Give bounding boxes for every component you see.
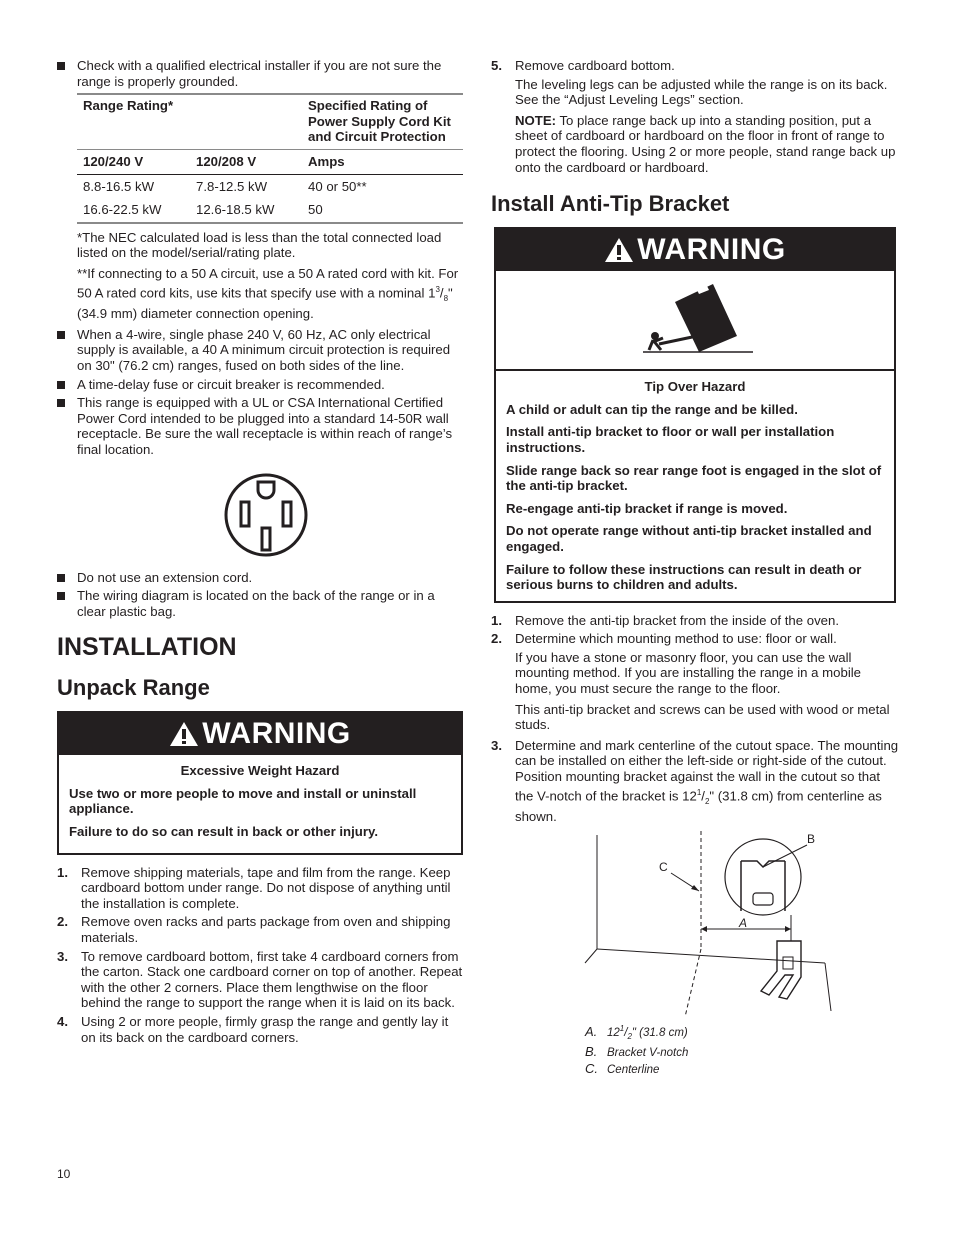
table-cell: 7.8-12.5 kW	[196, 178, 268, 194]
tip-warning-box	[494, 227, 896, 603]
tip-over-pictogram	[635, 280, 755, 360]
note-label: NOTE:	[515, 112, 557, 128]
step-text: Remove the anti-tip bracket from the inside of the oven.	[515, 612, 839, 628]
table-header-row	[77, 94, 463, 149]
list-item: 3. Determine and mark centerline of the cutout space. The mounting can be installed on either the left-side or right-side of the cutout. Position mounting bracket against the wall in the cutout so that the V-notch of the bracket is $12^1/_2$" (31.8 cm) from centerline as shown.	[491, 737, 899, 825]
table-header-cell: Amps	[302, 149, 463, 174]
table-cell: 12.6-18.5 kW	[190, 198, 302, 223]
step-text: Determine which mounting method to use: floor or wall.	[515, 631, 837, 647]
step5-note	[491, 113, 899, 175]
installation-title: INSTALLATION	[57, 633, 237, 662]
legend-value: " (31.8 cm)	[631, 1026, 688, 1039]
legend-value: Bracket V-notch	[607, 1046, 689, 1059]
tip-over-figure	[496, 271, 894, 371]
step-text: Determine and mark centerline of the cutout space. The mounting can be installed on either the left-side or right-side of the cutout. Position mounting bracket against the wall in the cutout so that the V-notch of the bracket is 12	[515, 737, 899, 804]
note-text: To place range back up into a standing position, put a sheet of cardboard or hardboard on the floor in front of range to protect the flooring. Using 2 or more people, stand range back up onto the cardboard or hardboard.	[515, 112, 896, 175]
step-text: Remove cardboard bottom.	[515, 58, 675, 73]
receptacle-14-50r-icon	[224, 472, 308, 558]
step-text: To remove cardboard bottom, first take 4 cardboard corners from the carton. Stack one cardboard corner on top of another. Repeat with the other 2 corners. Place them lengthwise on the floor behind the range to support the range when it is laid on its back.	[81, 948, 463, 1011]
bullet-time-delay: A time-delay fuse or circuit breaker is recommended.	[57, 377, 463, 393]
fraction-num: 3	[435, 284, 440, 294]
legend-item	[585, 1061, 899, 1078]
table-cell: 16.6-22.5 kW	[77, 198, 190, 223]
fraction-den: 2	[627, 1031, 632, 1041]
list-item	[491, 631, 899, 647]
hazard-title: Excessive Weight Hazard	[180, 763, 340, 779]
table-row	[77, 174, 463, 198]
bullet-grounding: Check with a qualified electrical installer if you are not sure the range is properly grounded.	[57, 58, 463, 89]
step-text: Remove shipping materials, tape and film from the range. Keep cardboard bottom under range. Do not dispose of anything until the installation is complete.	[81, 864, 451, 911]
warning-line: Do not operate range without anti-tip bracket installed and engaged.	[506, 523, 872, 554]
warning-line: Install anti-tip bracket to floor or wall per installation instructions.	[506, 424, 835, 455]
weight-warning-box	[57, 711, 463, 854]
step-text: " (31.8 cm) from centerline as shown.	[515, 788, 882, 825]
table-cell: 50	[302, 198, 463, 223]
warning-line: Slide range back so rear range foot is engaged in the slot of the anti-tip bracket.	[506, 462, 882, 494]
note-text: **If connecting to a 50 A circuit, use a 50 A rated cord with kit. For 50 A rated cord kits, use kits that specify use with a nominal 1	[77, 265, 459, 300]
warning-body	[59, 755, 461, 852]
list-item	[57, 949, 463, 1011]
legend-value: Centerline	[607, 1063, 660, 1076]
legend-item: A. $12^1/_2$" (31.8 cm)	[585, 1023, 688, 1041]
fraction-num: 1	[619, 1023, 625, 1033]
table-subheader-row	[77, 149, 463, 174]
table-header-cell: Range Rating*	[77, 94, 190, 149]
warning-triangle-icon	[604, 237, 634, 263]
step-text: Remove oven racks and parts package from oven and shipping materials.	[81, 914, 451, 946]
legend-item	[585, 1044, 899, 1061]
fraction-den: 8	[443, 293, 449, 303]
bullet-wiring-diagram: The wiring diagram is located on the back of the range or in a clear plastic bag.	[57, 588, 463, 619]
warning-triangle-icon	[169, 721, 199, 747]
fraction-den: 2	[704, 796, 710, 806]
list-item	[57, 1014, 463, 1045]
step2-paragraph: If you have a stone or masonry floor, you can use the wall mounting method. If you are installing the range in a mobile home, you must secure the range to the floor.	[515, 649, 862, 697]
table-cell: 40 or 50**	[308, 178, 367, 194]
warning-line: Failure to follow these instructions can result in death or serious burns to children and adults.	[506, 561, 862, 593]
warning-header	[496, 229, 894, 271]
list-item	[57, 865, 463, 912]
label-c: C	[659, 859, 668, 874]
list-item	[57, 914, 463, 945]
step-number: 2.	[57, 914, 68, 930]
step-number: 3.	[57, 948, 68, 964]
step5-paragraph: The leveling legs can be adjusted while the range is on its back. See the “Adjust Leveling Legs” section.	[515, 76, 888, 108]
step-number: 2.	[491, 631, 502, 647]
warning-line: A child or adult can tip the range and be killed.	[506, 401, 798, 417]
anti-tip-title: Install Anti-Tip Bracket	[491, 191, 730, 217]
step-number: 4.	[57, 1014, 68, 1029]
legend-value: 12	[607, 1026, 620, 1039]
warning-label: WARNING	[202, 717, 351, 751]
unpack-range-title: Unpack Range	[57, 675, 210, 701]
range-rating-table	[77, 93, 463, 224]
hazard-title: Tip Over Hazard	[644, 379, 746, 395]
right-column	[491, 58, 899, 1078]
bullet-4-wire: When a 4-wire, single phase 240 V, 60 Hz, AC only electrical supply is available, a 40 A minimum circuit protection is required on 30" (76.2 cm) ranges, fused on both sides of the line.	[57, 327, 463, 374]
receptacle-figure	[57, 464, 463, 564]
label-b: B	[807, 831, 816, 846]
warning-line: Failure to do so can result in back or other injury.	[69, 824, 378, 840]
table-header-cell: Specified Rating of Power Supply Cord Kit and Circuit Protection	[302, 94, 463, 149]
left-column	[57, 58, 463, 1048]
page-number: 10	[57, 1167, 71, 1181]
legend-key: B.	[585, 1043, 598, 1059]
step-text: Using 2 or more people, firmly grasp the range and gently lay it on its back on the cardboard corners.	[81, 1014, 449, 1045]
bracket-diagram-figure	[491, 831, 899, 1021]
note-text: " (34.9 mm) diameter connection opening.	[77, 284, 453, 322]
step-number: 1.	[491, 612, 502, 628]
warning-line: Re-engage anti-tip bracket if range is moved.	[506, 500, 788, 516]
legend-key: A.	[585, 1023, 598, 1039]
table-row	[77, 198, 463, 223]
step-number: 3.	[491, 737, 502, 753]
bullet-power-cord: This range is equipped with a UL or CSA International Certified Power Cord intended to be plugged into a standard 14-50R wall receptacle. Be sure the wall receptacle is within reach of range’s final location.	[57, 395, 463, 457]
legend-key: C.	[585, 1060, 598, 1076]
step-number: 1.	[57, 864, 68, 880]
anti-tip-bracket-diagram	[581, 831, 841, 1021]
list-item	[491, 613, 899, 629]
diagram-legend	[585, 1021, 899, 1078]
warning-line: Use two or more people to move and install or uninstall appliance.	[69, 785, 417, 817]
table-cell: 8.8-16.5 kW	[83, 178, 155, 194]
list-item	[491, 58, 899, 74]
step2-paragraph: This anti-tip bracket and screws can be used with wood or metal studs.	[515, 701, 890, 733]
warning-body	[496, 371, 894, 601]
table-header-cell: 120/240 V	[77, 149, 190, 174]
bullet-extension-cord: Do not use an extension cord.	[57, 570, 463, 586]
table-header-cell	[190, 94, 302, 149]
warning-header	[59, 713, 461, 755]
note-50a-cord: **If connecting to a 50 A circuit, use a 50 A rated cord with kit. For 50 A rated cord kits, use kits that specify use with a nominal $1^3/_8$" (34.9 mm) diameter connection opening.	[77, 265, 459, 322]
note-nec: *The NEC calculated load is less than the total connected load listed on the model/serial/rating plate.	[77, 229, 442, 261]
warning-label: WARNING	[637, 233, 786, 267]
label-a: A	[739, 915, 748, 930]
table-header-cell: 120/208 V	[190, 149, 302, 174]
fraction-num: 1	[696, 787, 702, 797]
step-number: 5.	[491, 58, 502, 73]
